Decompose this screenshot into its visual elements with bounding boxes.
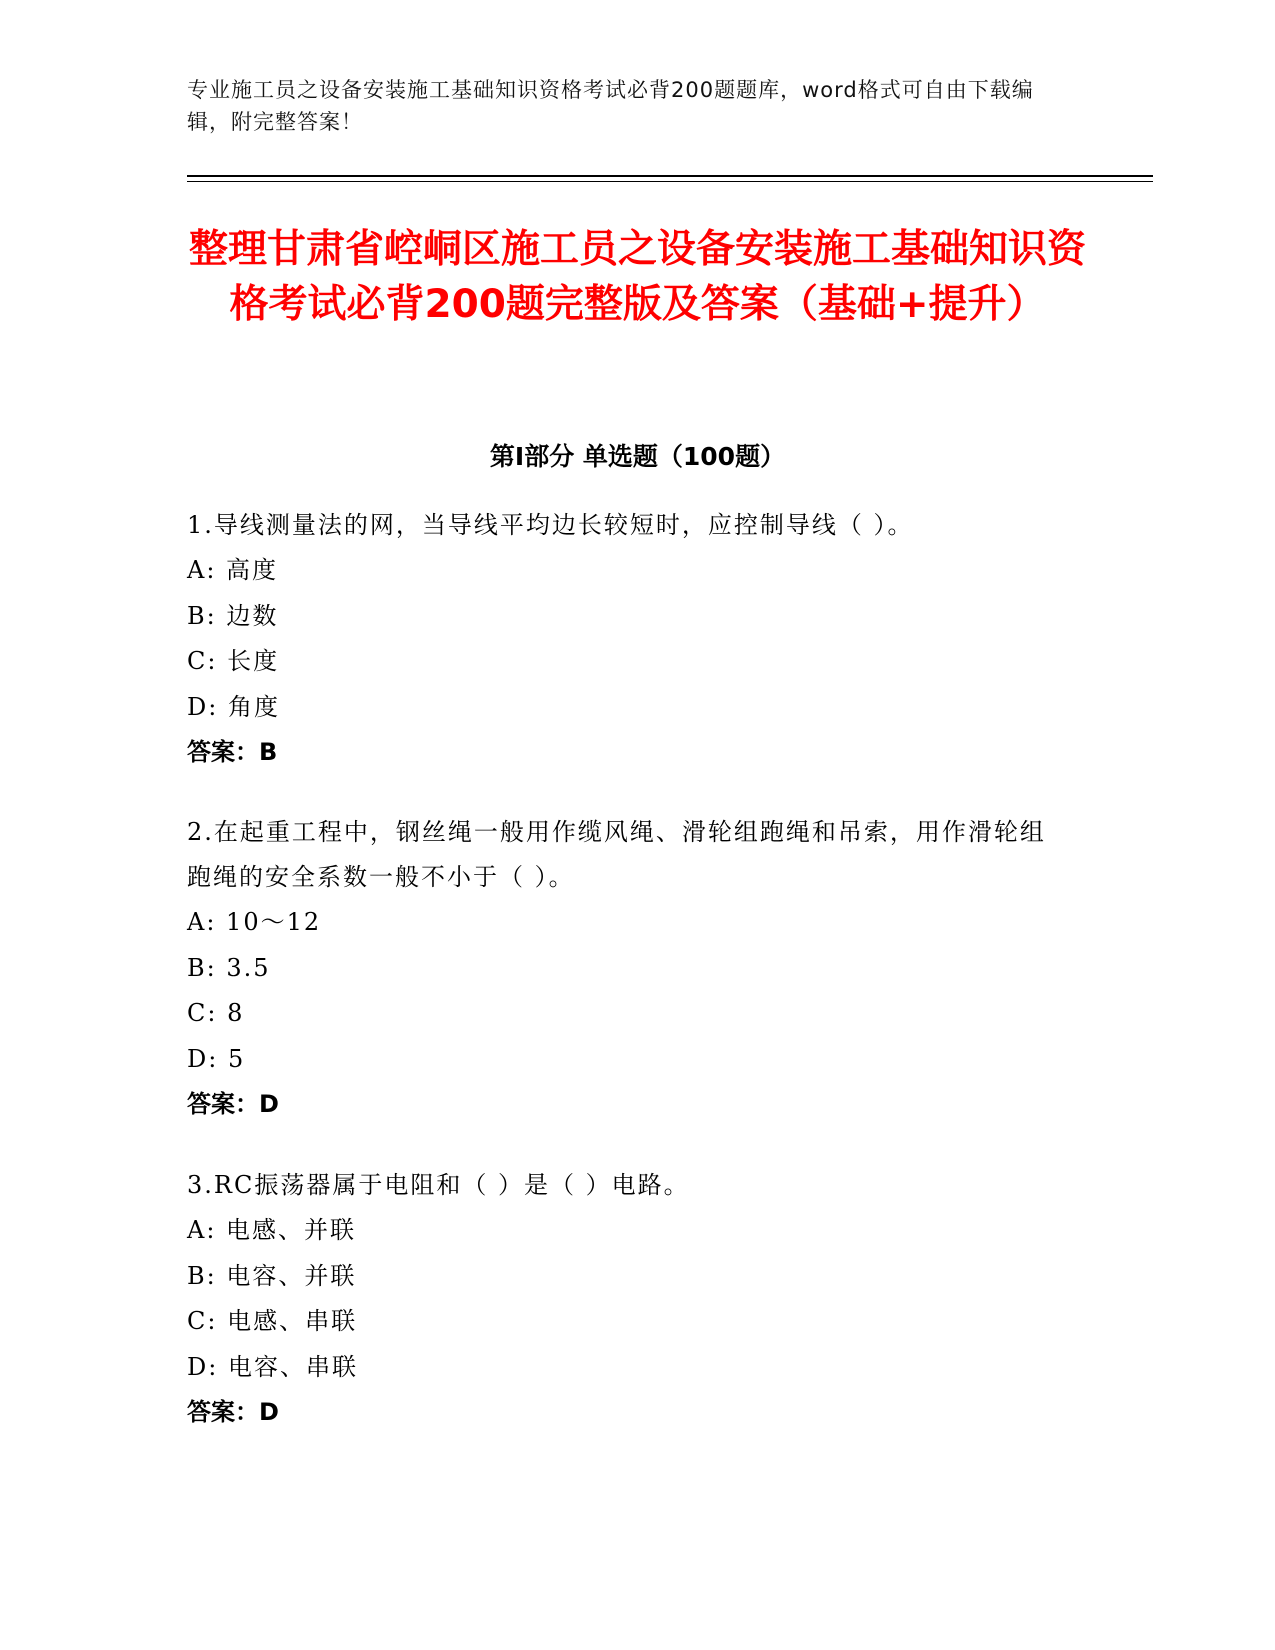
document-title: 整理甘肃省崆峒区施工员之设备安装施工基础知识资格考试必背200题完整版及答案（基础+提升） xyxy=(188,227,1086,327)
question-stem: 3.RC振荡器属于电阻和（ ）是（ ）电路。 xyxy=(187,1171,690,1199)
question-3 xyxy=(187,1163,1067,1436)
option-d: D: 角度 xyxy=(187,692,280,721)
question-stem: 2.在起重工程中，钢丝绳一般用作缆风绳、滑轮组跑绳和吊索，用作滑轮组跑绳的安全系数一般不小于（ ）。 xyxy=(187,818,1046,891)
section-heading: 第Ⅰ部分 单选题（100题） xyxy=(489,442,786,471)
option-b: B: 边数 xyxy=(187,601,279,630)
question-2 xyxy=(187,810,1067,1128)
option-a: A: 10～12 xyxy=(187,908,322,936)
answer: 答案：D xyxy=(187,1090,279,1118)
option-c: C: 长度 xyxy=(187,647,280,675)
header-divider-thick xyxy=(187,175,1153,177)
question-stem: 1.导线测量法的网，当导线平均边长较短时，应控制导线（ ）。 xyxy=(187,511,914,539)
header-divider-thin xyxy=(187,181,1153,182)
header-note: 专业施工员之设备安装施工基础知识资格考试必背200题题库，word格式可自由下载编辑，附完整答案！ xyxy=(187,78,1034,134)
option-b: B: 3.5 xyxy=(187,953,271,982)
answer: 答案：D xyxy=(187,1398,279,1426)
option-d: D: 电容、串联 xyxy=(187,1352,358,1381)
option-a: A: 电感、并联 xyxy=(187,1216,357,1244)
question-1 xyxy=(187,503,1067,776)
option-b: B: 电容、并联 xyxy=(187,1261,357,1290)
option-d: D: 5 xyxy=(187,1044,246,1073)
option-c: C: 8 xyxy=(187,999,245,1027)
answer: 答案：B xyxy=(187,738,278,766)
option-a: A: 高度 xyxy=(187,556,279,584)
option-c: C: 电感、串联 xyxy=(187,1307,358,1335)
